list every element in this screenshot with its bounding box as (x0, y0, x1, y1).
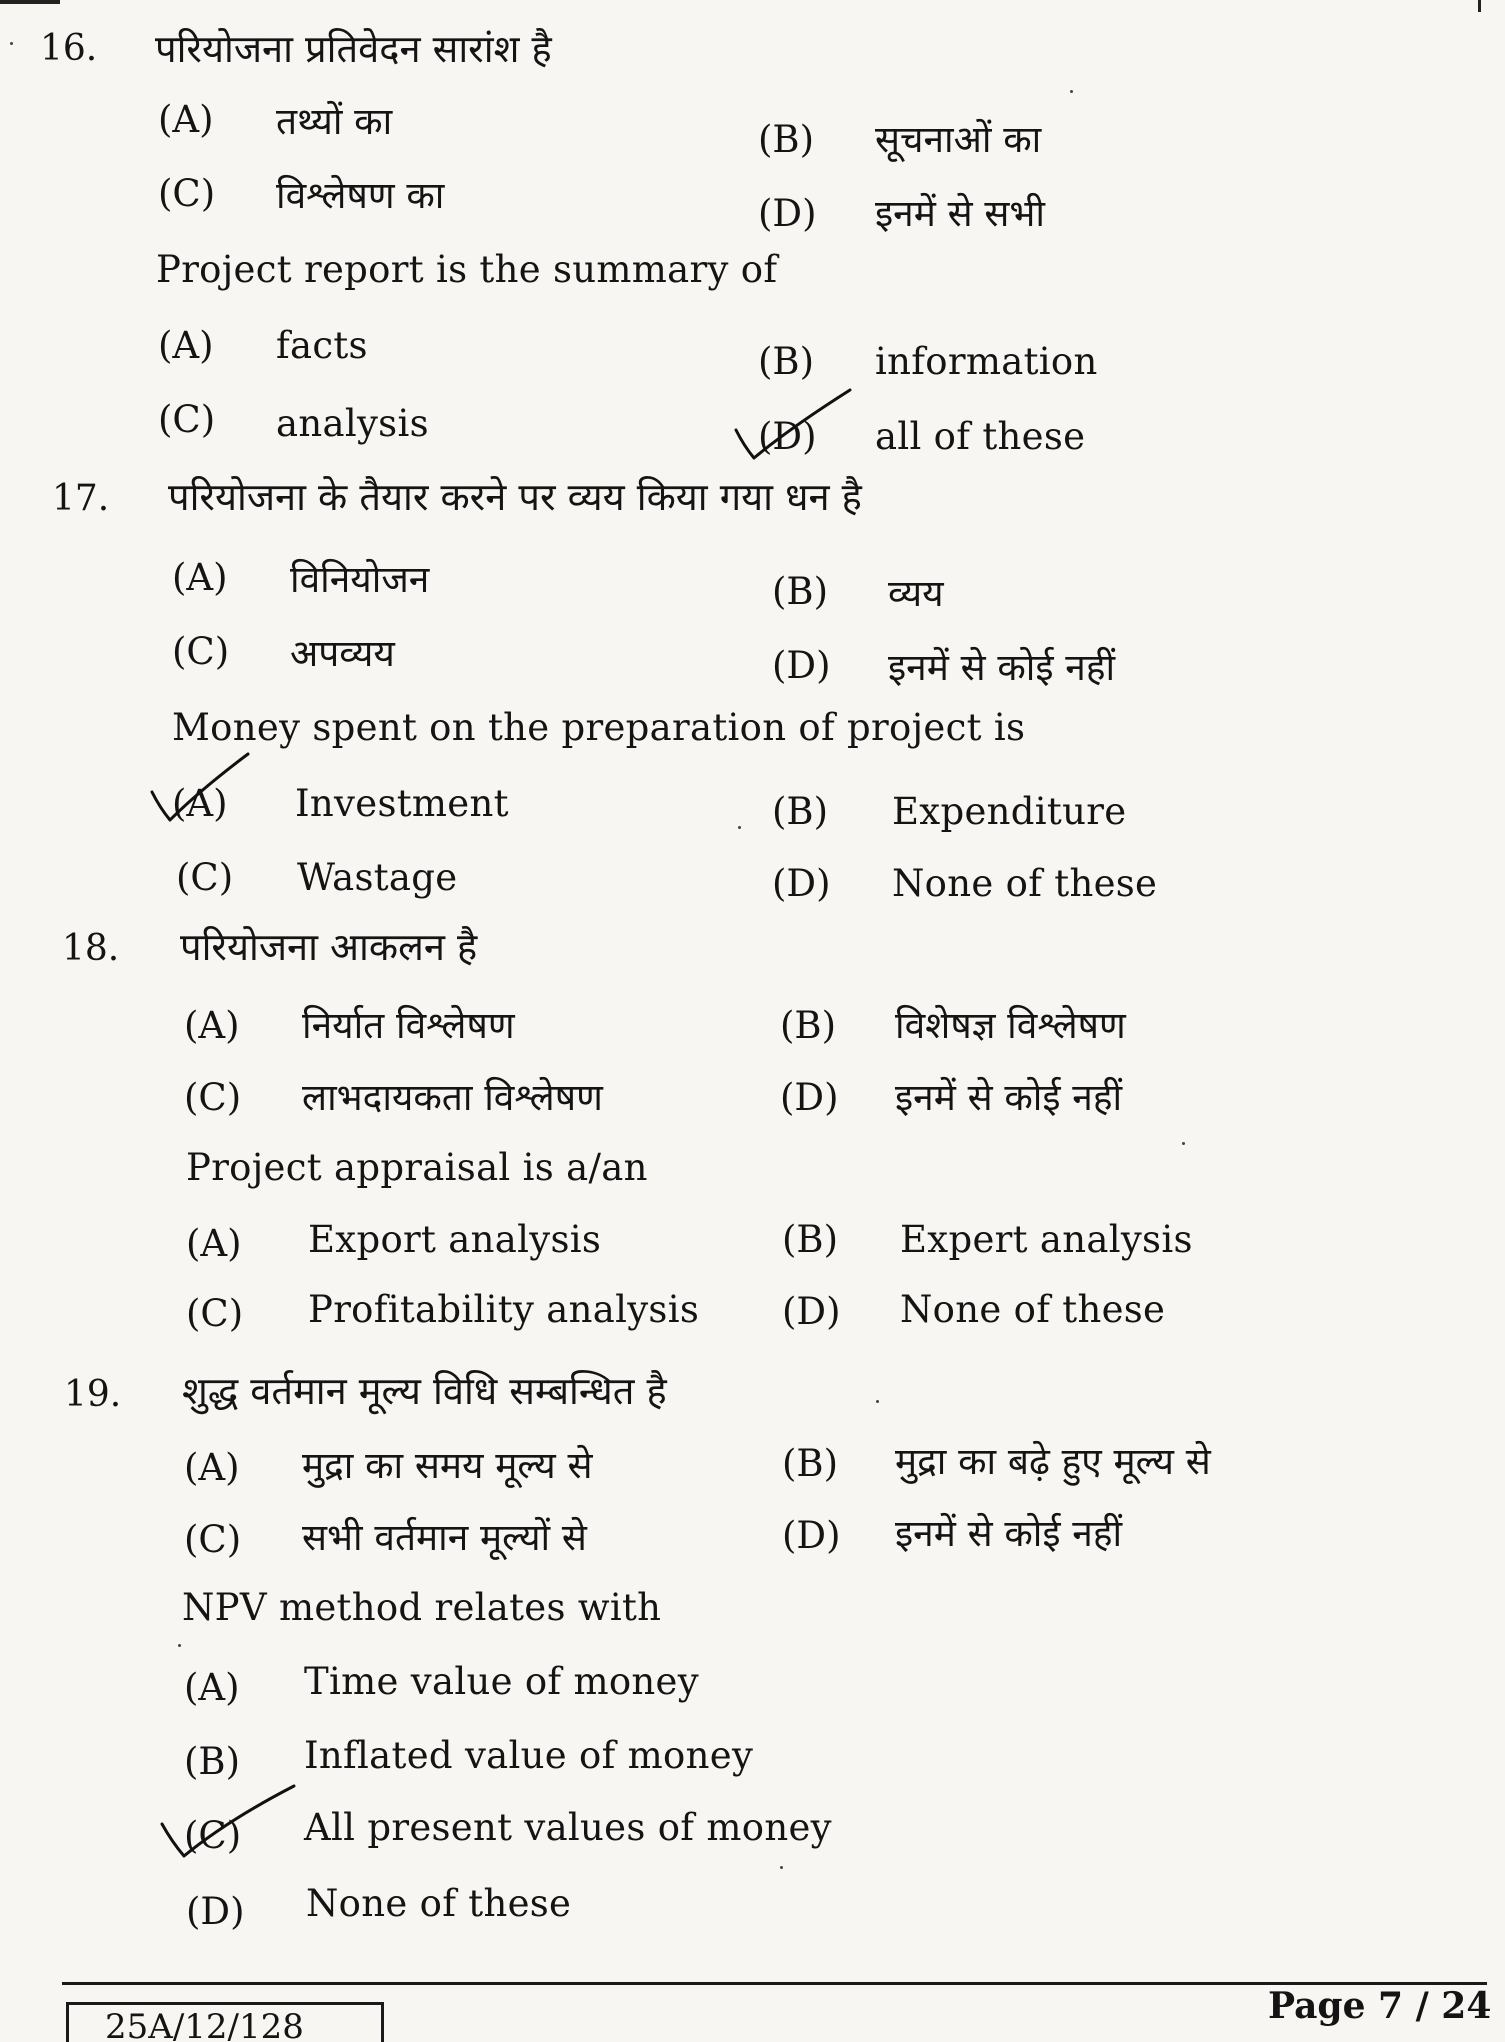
scan-speck (876, 1400, 879, 1403)
option-text-a: Investment (295, 782, 509, 825)
paper-code: 25A/12/128 (105, 2007, 304, 2042)
option-label-b: (B) (184, 1740, 241, 1783)
option-text-d: all of these (875, 415, 1086, 458)
question-stem-english: NPV method relates with (182, 1586, 662, 1629)
option-label-b: (B) (780, 1004, 837, 1047)
option-label-a: (A) (172, 556, 228, 599)
option-label-c: (C) (184, 1814, 242, 1857)
question-number: 16. (40, 28, 98, 69)
option-label-c: (C) (176, 856, 234, 899)
scan-speck (738, 826, 741, 829)
option-text-c: अपव्यय (290, 632, 395, 675)
answer-tick-mark (158, 1784, 298, 1866)
option-text-d: इनमें से कोई नहीं (895, 1076, 1123, 1119)
option-label-b: (B) (758, 340, 815, 383)
option-label-c: (C) (172, 630, 230, 673)
option-text-b: information (875, 340, 1098, 383)
option-text-d: None of these (892, 862, 1158, 905)
option-text-c: विश्लेषण का (276, 174, 445, 217)
option-text-c: Wastage (297, 856, 458, 899)
option-text-b: Expenditure (892, 790, 1127, 833)
question-stem-hindi: परियोजना के तैयार करने पर व्यय किया गया धन है (168, 475, 862, 519)
question-stem-hindi: शुद्ध वर्तमान मूल्य विधि सम्बन्धित है (182, 1369, 667, 1413)
option-text-a: निर्यात विश्लेषण (302, 1004, 515, 1047)
option-text-b: विशेषज्ञ विश्लेषण (895, 1004, 1126, 1047)
question-stem-english: Money spent on the preparation of project is (172, 706, 1026, 749)
option-label-b: (B) (772, 570, 829, 613)
question-stem-english: Project report is the summary of (156, 248, 778, 291)
option-text-c: सभी वर्तमान मूल्यों से (302, 1516, 587, 1559)
option-text-b: व्यय (888, 572, 944, 615)
option-label-c: (C) (158, 172, 216, 215)
option-text-d: None of these (306, 1882, 572, 1925)
option-label-a: (A) (184, 1004, 240, 1047)
option-text-c: Profitability analysis (308, 1288, 700, 1331)
option-label-c: (C) (184, 1518, 242, 1561)
option-text-a: विनियोजन (290, 558, 430, 601)
option-text-c: लाभदायकता विश्लेषण (302, 1076, 603, 1119)
question-stem-english: Project appraisal is a/an (186, 1146, 648, 1189)
option-label-a: (A) (184, 1666, 240, 1709)
page-number: Page 7 / 24 (1268, 1985, 1492, 2027)
option-label-a: (A) (158, 98, 214, 141)
option-label-b: (B) (772, 790, 829, 833)
scan-speck (780, 1866, 783, 1869)
question-number: 17. (52, 478, 110, 519)
option-label-c: (C) (184, 1076, 242, 1119)
option-label-b: (B) (758, 118, 815, 161)
option-label-a: (A) (184, 1446, 240, 1489)
option-text-b: मुद्रा का बढ़े हुए मूल्य से (895, 1440, 1211, 1483)
top-edge-bracket (1478, 0, 1481, 12)
question-stem-hindi: परियोजना आकलन है (180, 925, 478, 969)
scan-speck (1070, 90, 1073, 93)
option-text-a: तथ्यों का (276, 100, 393, 143)
paper-code-box (66, 2002, 384, 2042)
option-label-d: (D) (186, 1890, 245, 1933)
option-label-a: (A) (172, 782, 228, 825)
option-text-d: इनमें से कोई नहीं (895, 1512, 1123, 1555)
answer-tick-mark (148, 752, 258, 832)
option-label-d: (D) (782, 1514, 841, 1557)
option-text-d: इनमें से सभी (875, 192, 1045, 235)
option-text-b: सूचनाओं का (875, 118, 1042, 161)
option-text-b: Inflated value of money (304, 1734, 754, 1777)
option-label-d: (D) (772, 862, 831, 905)
question-number: 18. (62, 928, 120, 969)
scan-speck (178, 1644, 181, 1647)
option-text-a: मुद्रा का समय मूल्य से (302, 1444, 593, 1487)
option-label-d: (D) (758, 415, 817, 458)
option-label-b: (B) (782, 1442, 839, 1485)
option-label-a: (A) (186, 1222, 242, 1265)
option-text-b: Expert analysis (900, 1218, 1193, 1261)
option-text-a: facts (276, 324, 368, 367)
answer-tick-mark (730, 388, 860, 468)
option-label-d: (D) (758, 192, 817, 235)
option-text-c: All present values of money (304, 1806, 832, 1849)
scan-speck (1182, 1142, 1185, 1145)
scan-speck (10, 42, 13, 45)
top-edge-rule (0, 0, 60, 4)
option-label-c: (C) (186, 1292, 244, 1335)
option-label-d: (D) (780, 1076, 839, 1119)
option-label-a: (A) (158, 324, 214, 367)
option-label-b: (B) (782, 1218, 839, 1261)
option-label-d: (D) (772, 644, 831, 687)
option-text-a: Export analysis (308, 1218, 602, 1261)
question-number: 19. (64, 1374, 122, 1415)
option-text-c: analysis (276, 402, 429, 445)
option-label-c: (C) (158, 398, 216, 441)
option-text-d: इनमें से कोई नहीं (888, 646, 1116, 689)
option-text-a: Time value of money (304, 1660, 699, 1703)
question-stem-hindi: परियोजना प्रतिवेदन सारांश है (155, 27, 552, 71)
option-label-d: (D) (782, 1290, 841, 1333)
option-text-d: None of these (900, 1288, 1166, 1331)
